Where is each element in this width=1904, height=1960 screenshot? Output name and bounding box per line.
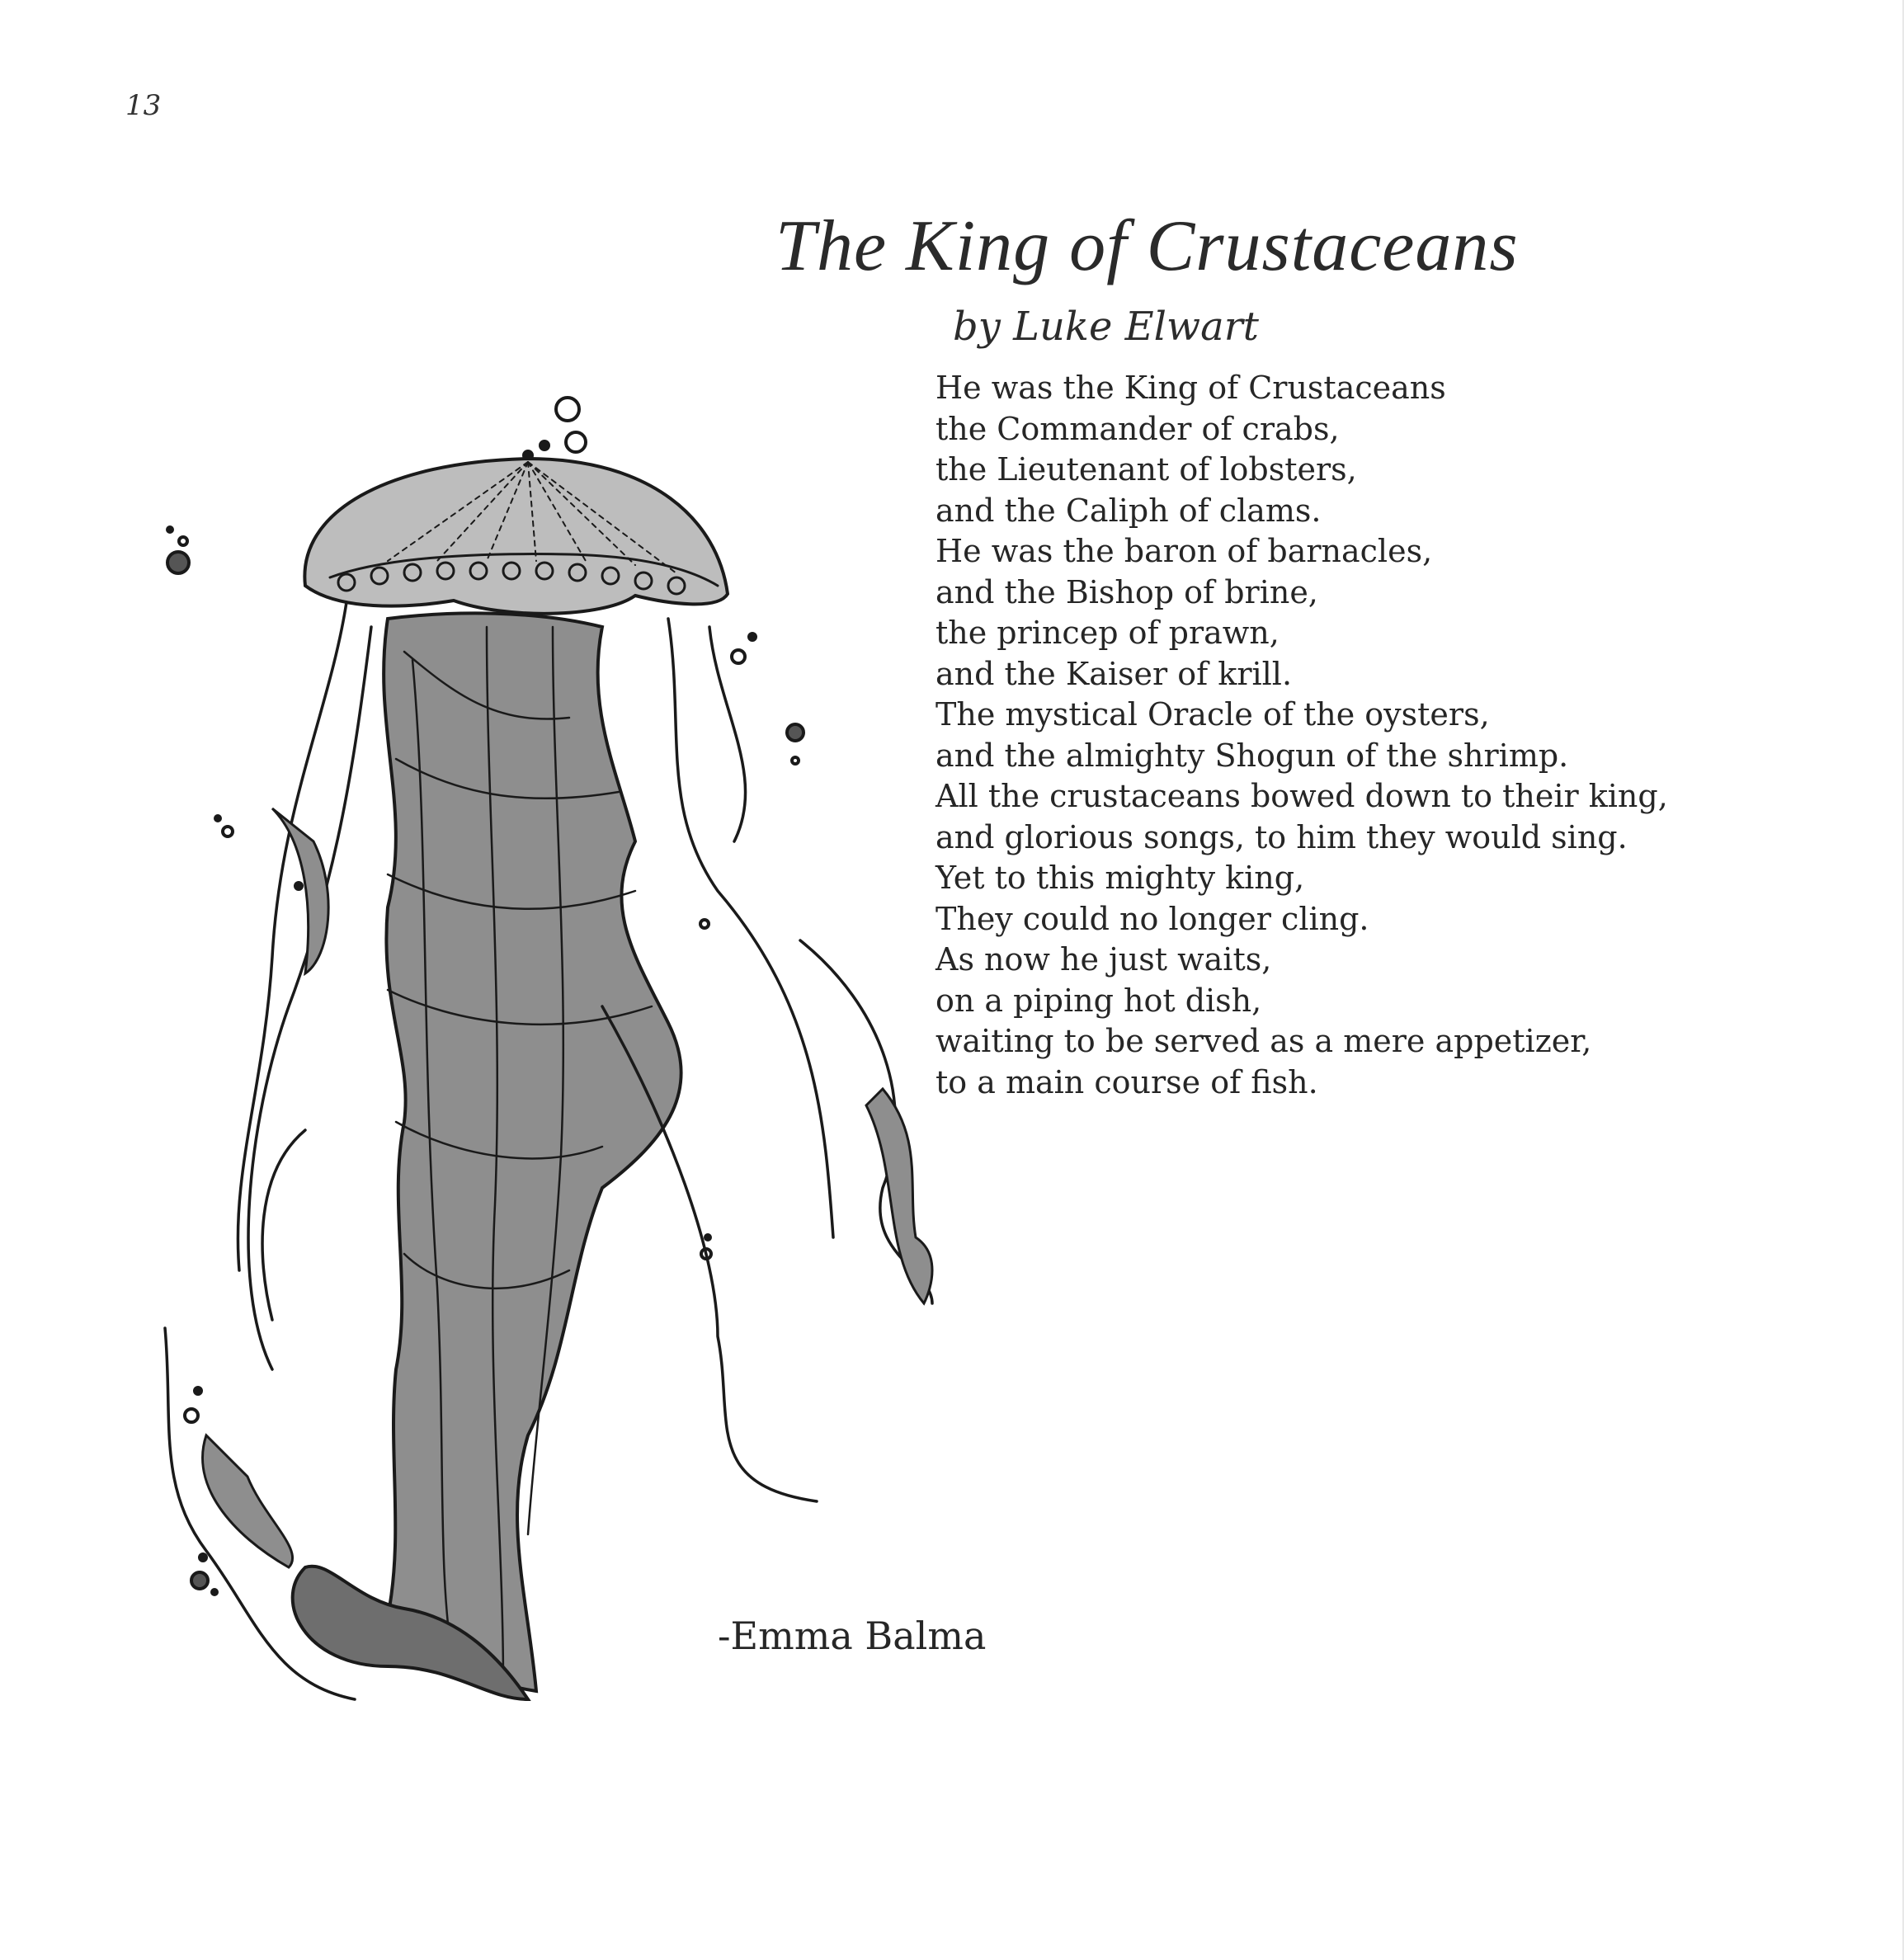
poem-line: and the Bishop of brine, bbox=[936, 573, 1318, 610]
poem-line: and the Caliph of clams. bbox=[936, 492, 1322, 529]
poem-body bbox=[936, 368, 1668, 1103]
poem-line: and the almighty Shogun of the shrimp. bbox=[936, 737, 1569, 774]
poem-line: and glorious songs, to him they would sing. bbox=[936, 818, 1628, 855]
poem-line: on a piping hot dish, bbox=[936, 982, 1262, 1019]
poem-line: He was the King of Crustaceans bbox=[936, 370, 1446, 406]
jellyfish-bell bbox=[304, 459, 728, 614]
poem-line: the Lieutenant of lobsters, bbox=[936, 451, 1357, 488]
poem-line: He was the baron of barnacles, bbox=[936, 533, 1433, 569]
poem-line: Yet to this mighty king, bbox=[936, 860, 1305, 896]
poem-line: They could no longer cling. bbox=[936, 900, 1369, 937]
poem-line: The mystical Oracle of the oysters, bbox=[936, 696, 1490, 733]
poem-line: to a main course of fish. bbox=[936, 1063, 1318, 1100]
poem-byline: by Luke Elwart bbox=[953, 304, 1259, 350]
illustration-credit: -Emma Balma bbox=[718, 1614, 987, 1658]
poem-line: the princep of prawn, bbox=[936, 615, 1280, 651]
poem-line: the Commander of crabs, bbox=[936, 410, 1340, 447]
jellyfish-illustration bbox=[140, 379, 949, 1732]
poem-title: The King of Crustaceans bbox=[775, 206, 1519, 286]
poem-line: and the Kaiser of krill. bbox=[936, 655, 1293, 692]
page-number: 13 bbox=[125, 89, 162, 122]
poem-line: As now he just waits, bbox=[936, 941, 1272, 978]
poem-line: waiting to be served as a mere appetizer, bbox=[936, 1023, 1592, 1059]
poem-line: All the crustaceans bowed down to their king, bbox=[936, 778, 1668, 814]
